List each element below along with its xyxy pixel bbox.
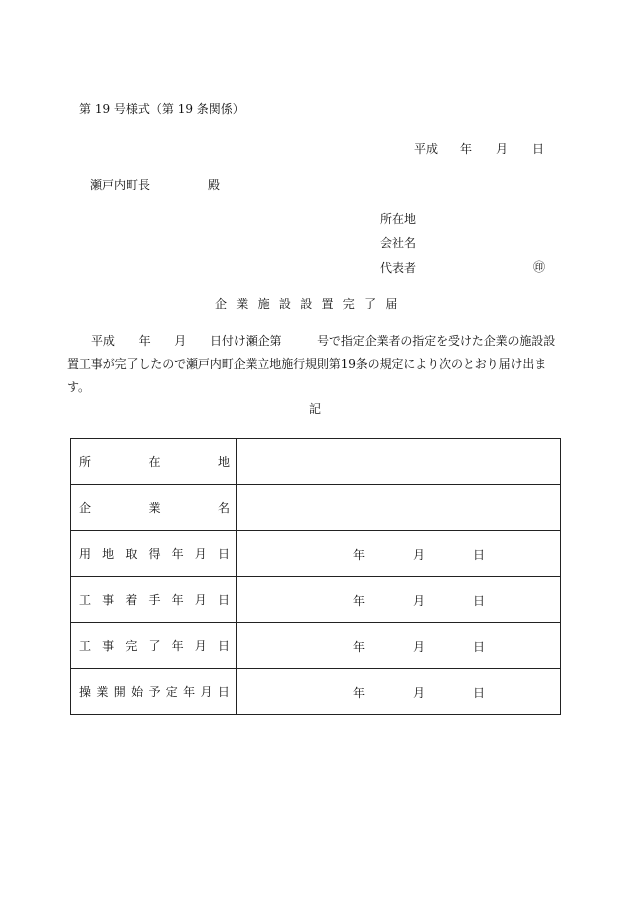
row-label-char: 年 xyxy=(183,685,196,699)
row-label-char: 定 xyxy=(165,685,178,699)
date-year-unit: 年 xyxy=(353,548,366,562)
row-label-char: 日 xyxy=(217,685,230,699)
body-line-1: 平成 年 月 日付け瀬企第 号で指定企業者の指定を受けた企業の施設設 xyxy=(91,334,556,348)
date-month-unit: 月 xyxy=(413,594,426,608)
applicant-location-label: 所在地 xyxy=(380,212,417,226)
row-label-char: 取 xyxy=(125,547,138,561)
row-label-char: 用 xyxy=(79,547,92,561)
row-label-char: 予 xyxy=(148,685,161,699)
row-label-char: 了 xyxy=(148,639,161,653)
row-label-char: 月 xyxy=(194,547,207,561)
date-month-unit: 月 xyxy=(413,686,426,700)
row-label-char: 工 xyxy=(79,639,92,653)
date-year-unit: 年 xyxy=(353,594,366,608)
row-label-char: 地 xyxy=(102,547,115,561)
date-year-unit: 年 xyxy=(353,640,366,654)
row-value-field[interactable] xyxy=(237,439,561,485)
date-year-unit: 年 xyxy=(460,142,473,156)
addressee-honorific: 殿 xyxy=(208,178,221,192)
row-label-char: 月 xyxy=(194,639,207,653)
date-day-unit: 日 xyxy=(473,640,486,654)
body-paragraph xyxy=(67,330,563,399)
applicant-company-label: 会社名 xyxy=(380,236,417,250)
row-label-char: 日 xyxy=(217,547,230,561)
row-value-field[interactable] xyxy=(237,531,561,577)
document-title: 企業施設設置完了届 xyxy=(215,297,407,311)
row-label-char: 名 xyxy=(217,501,230,515)
addressee-name: 瀬戸内町長 xyxy=(90,178,151,192)
row-label-char: 日 xyxy=(217,639,230,653)
date-day-unit: 日 xyxy=(532,142,545,156)
row-label-char: 日 xyxy=(217,593,230,607)
table-row xyxy=(71,577,561,623)
row-label-char: 年 xyxy=(171,547,184,561)
row-label xyxy=(71,531,237,577)
date-day-unit: 日 xyxy=(473,686,486,700)
row-label-char: 企 xyxy=(79,501,92,515)
row-label-char: 地 xyxy=(217,455,230,469)
row-label-char: 開 xyxy=(113,685,126,699)
row-label-char: 在 xyxy=(148,455,161,469)
row-label xyxy=(71,485,237,531)
submission-date xyxy=(414,143,544,155)
row-label xyxy=(71,669,237,715)
row-label-char: 業 xyxy=(96,685,109,699)
row-value-field[interactable] xyxy=(237,577,561,623)
date-month-unit: 月 xyxy=(413,640,426,654)
row-label-char: 手 xyxy=(148,593,161,607)
row-label-char: 着 xyxy=(125,593,138,607)
row-label-char: 事 xyxy=(102,639,115,653)
date-month-unit: 月 xyxy=(496,142,509,156)
row-label xyxy=(71,623,237,669)
ki-heading: 記 xyxy=(309,402,322,416)
table-row xyxy=(71,669,561,715)
details-table xyxy=(70,438,561,715)
table-row xyxy=(71,623,561,669)
row-value-field[interactable] xyxy=(237,669,561,715)
row-label-char: 操 xyxy=(79,685,92,699)
row-label-char: 年 xyxy=(171,593,184,607)
row-label-char: 年 xyxy=(171,639,184,653)
date-day-unit: 日 xyxy=(473,548,486,562)
addressee xyxy=(90,179,220,191)
date-day-unit: 日 xyxy=(473,594,486,608)
date-year-unit: 年 xyxy=(353,686,366,700)
date-month-unit: 月 xyxy=(413,548,426,562)
row-label-char: 事 xyxy=(102,593,115,607)
date-era: 平成 xyxy=(414,142,439,156)
row-label-char: 得 xyxy=(148,547,161,561)
table-row xyxy=(71,531,561,577)
seal-mark: ㊞ xyxy=(533,260,546,274)
body-line-2: 置工事が完了したので瀬戸内町企業立地施行規則第19条の規定により次のとおり届け出ま xyxy=(67,357,547,371)
row-value-field[interactable] xyxy=(237,623,561,669)
row-label-char: 月 xyxy=(194,593,207,607)
table-row xyxy=(71,485,561,531)
form-number: 第 19 号様式（第 19 条関係） xyxy=(79,102,245,116)
row-label-char: 所 xyxy=(79,455,92,469)
row-label-char: 始 xyxy=(131,685,144,699)
applicant-representative-label: 代表者 xyxy=(380,261,417,275)
table-row xyxy=(71,439,561,485)
row-label-char: 月 xyxy=(200,685,213,699)
row-label-char: 工 xyxy=(79,593,92,607)
body-line-3: す。 xyxy=(67,380,90,394)
row-label xyxy=(71,577,237,623)
row-label-char: 完 xyxy=(125,639,138,653)
row-label xyxy=(71,439,237,485)
row-value-field[interactable] xyxy=(237,485,561,531)
row-label-char: 業 xyxy=(148,501,161,515)
